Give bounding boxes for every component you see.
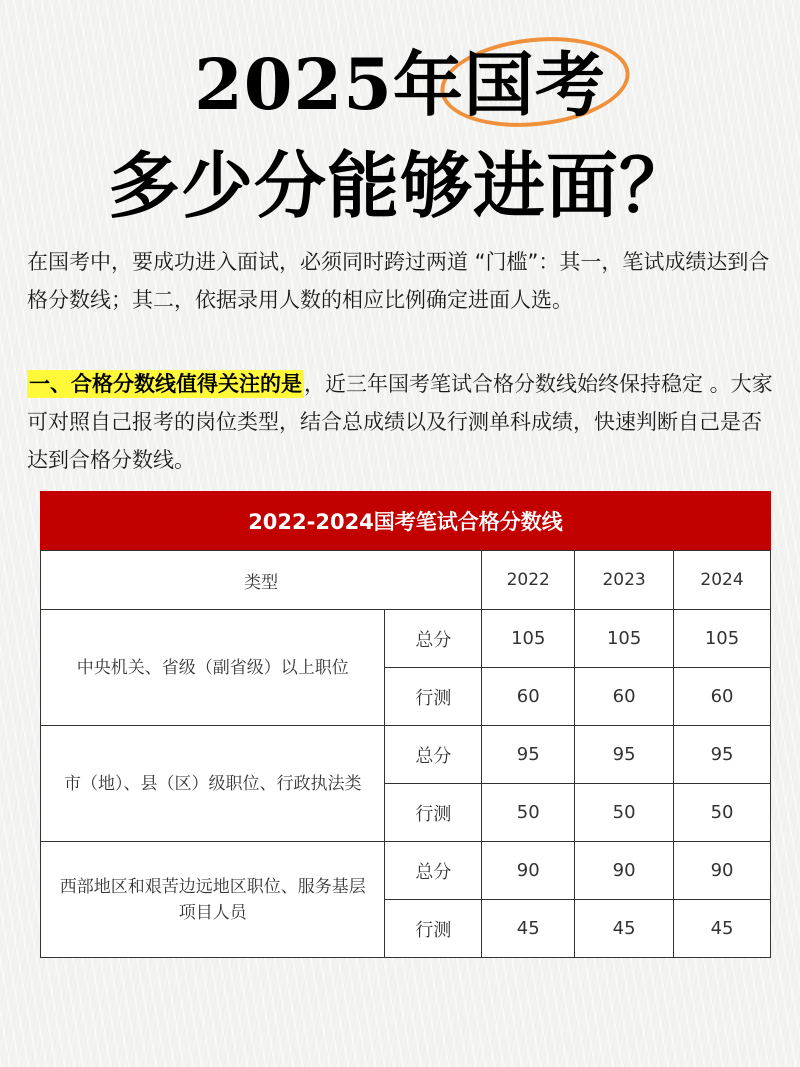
table-row xyxy=(41,842,771,900)
page-title-line1: 2025年国考 xyxy=(194,43,606,126)
value-cell: 105 xyxy=(674,610,771,668)
section1-body: ，近三年国考笔试合格分数线始终保持稳定 。大家可对照自己报考的岗位类型，结合总成绩以及行测单科成绩，快速判断自己是否达到合格分数线。 xyxy=(27,372,773,472)
value-cell: 45 xyxy=(575,900,674,958)
section1-paragraph xyxy=(27,365,777,479)
header-2022: 2022 xyxy=(482,551,575,610)
value-cell: 105 xyxy=(482,610,575,668)
section1-highlight: 一、合格分数线值得关注的是 xyxy=(29,372,302,396)
value-cell: 60 xyxy=(674,668,771,726)
table-header-row xyxy=(41,551,771,610)
value-cell: 95 xyxy=(482,726,575,784)
value-cell: 45 xyxy=(482,900,575,958)
value-cell: 50 xyxy=(674,784,771,842)
table-caption: 2022-2024国考笔试合格分数线 xyxy=(41,492,771,551)
item-cell: 行测 xyxy=(385,784,482,842)
intro-paragraph: 在国考中，要成功进入面试，必须同时跨过两道 “门槛”：其一，笔试成绩达到合格分数线；其二，依据录用人数的相应比例确定进面人选。 xyxy=(27,250,770,312)
value-cell: 90 xyxy=(674,842,771,900)
value-cell: 50 xyxy=(482,784,575,842)
value-cell: 95 xyxy=(575,726,674,784)
table-row xyxy=(41,610,771,668)
value-cell: 45 xyxy=(674,900,771,958)
item-cell: 行测 xyxy=(385,900,482,958)
category-cell: 西部地区和艰苦边远地区职位、服务基层项目人员 xyxy=(41,842,385,958)
value-cell: 90 xyxy=(482,842,575,900)
value-cell: 90 xyxy=(575,842,674,900)
value-cell: 95 xyxy=(674,726,771,784)
value-cell: 60 xyxy=(575,668,674,726)
header-2023: 2023 xyxy=(575,551,674,610)
score-table xyxy=(40,491,771,958)
category-cell: 中央机关、省级（副省级）以上职位 xyxy=(41,610,385,726)
item-cell: 总分 xyxy=(385,610,482,668)
item-cell: 总分 xyxy=(385,726,482,784)
header-2024: 2024 xyxy=(674,551,771,610)
value-cell: 60 xyxy=(482,668,575,726)
page-title-line2: 多少分能够进面？ xyxy=(107,143,692,228)
item-cell: 总分 xyxy=(385,842,482,900)
header-type: 类型 xyxy=(41,551,482,610)
item-cell: 行测 xyxy=(385,668,482,726)
category-cell: 市（地）、县（区）级职位、行政执法类 xyxy=(41,726,385,842)
value-cell: 50 xyxy=(575,784,674,842)
table-row xyxy=(41,726,771,784)
value-cell: 105 xyxy=(575,610,674,668)
